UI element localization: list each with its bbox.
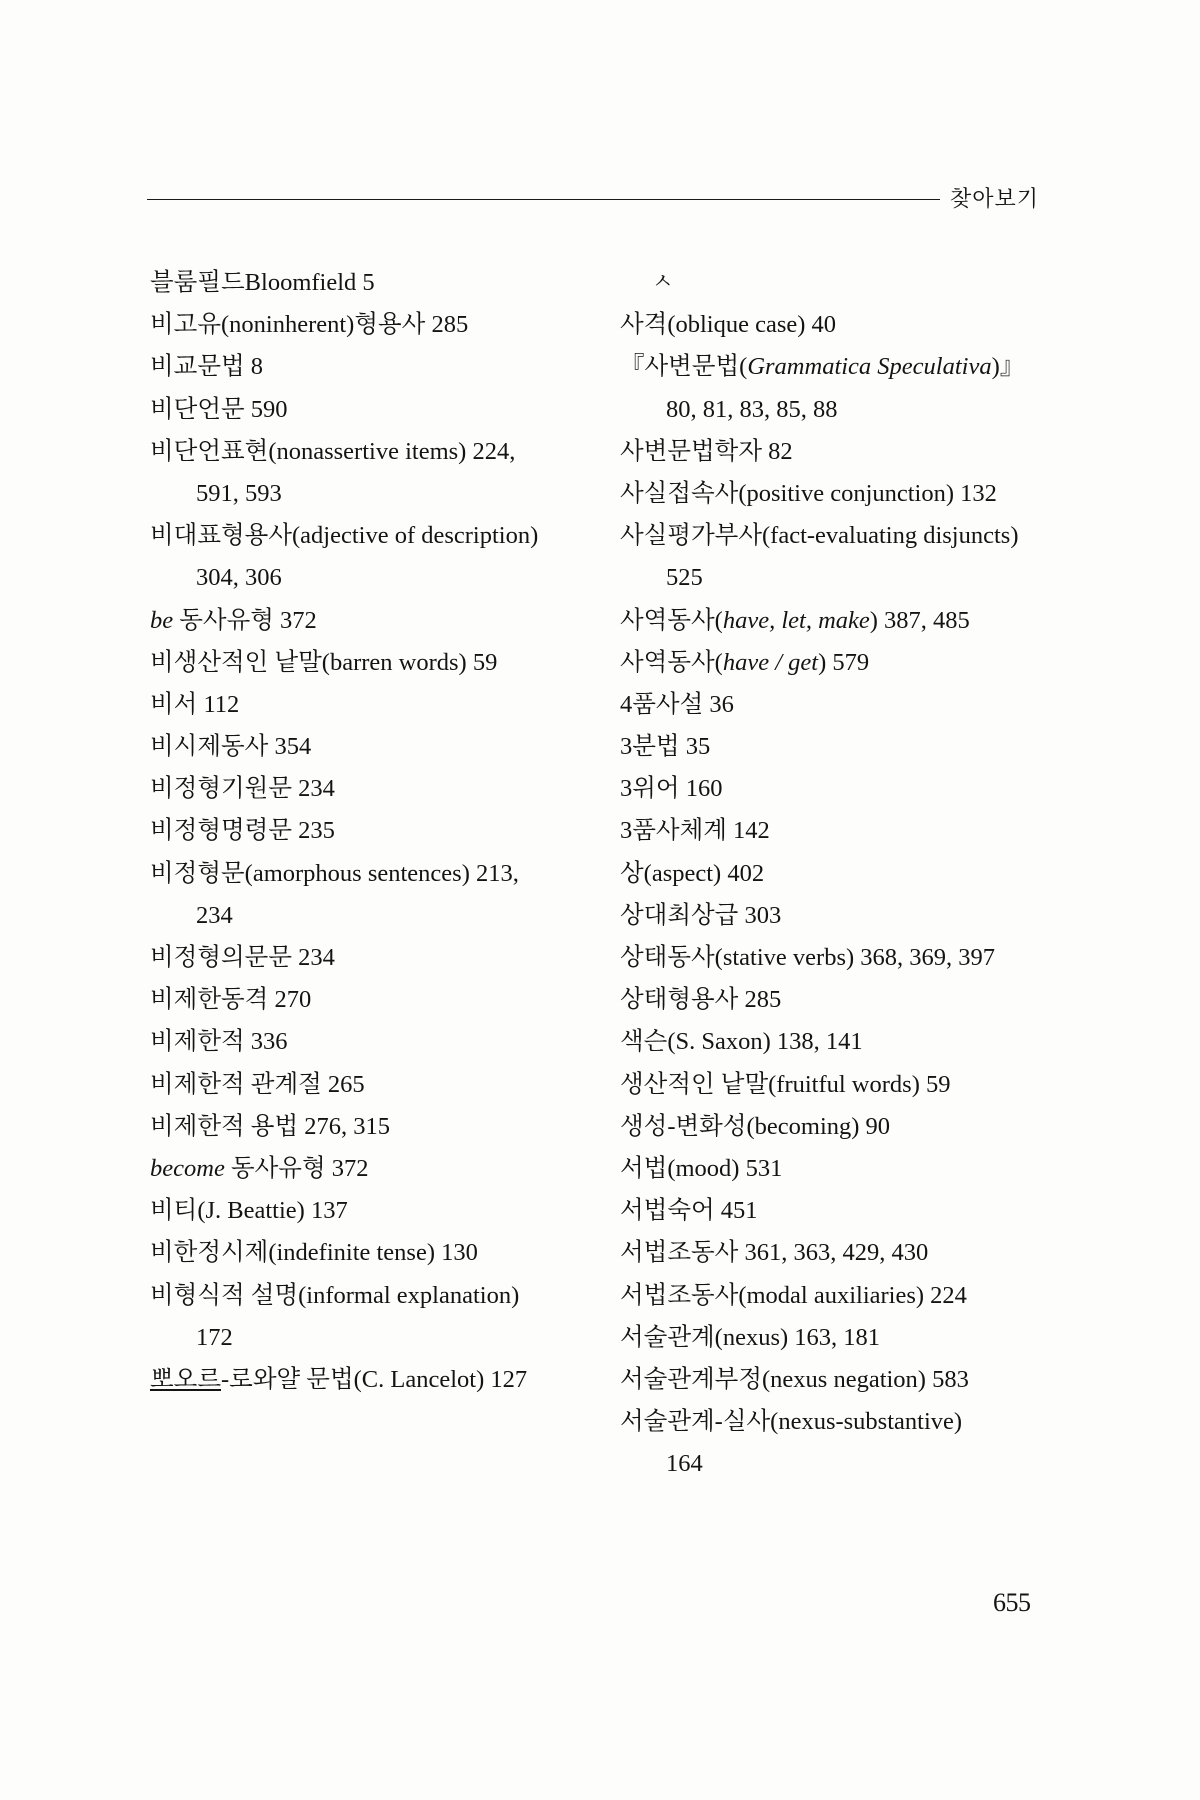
entry-text: 서술관계(nexus) 163, 181 bbox=[620, 1323, 881, 1351]
entry-text: 사변문법학자 82 bbox=[620, 437, 793, 465]
entry-pre-underline: 뽀오르 bbox=[150, 1365, 222, 1393]
entry-text: -로와얄 문법(C. Lancelot) 127 bbox=[221, 1365, 528, 1393]
index-entry bbox=[620, 1190, 1050, 1232]
entry-text: 비제한적 관계절 265 bbox=[150, 1070, 365, 1098]
index-entry bbox=[150, 304, 580, 346]
running-header: 찾아보기 bbox=[950, 187, 1040, 212]
index-entry bbox=[150, 1232, 580, 1274]
entry-text: 상태형용사 285 bbox=[620, 986, 782, 1014]
index-entry bbox=[620, 1148, 1050, 1190]
entry-text: 비형식적 설명(informal explanation) bbox=[150, 1281, 520, 1309]
index-entry bbox=[620, 726, 1050, 768]
entry-text: 생성-변화성(becoming) 90 bbox=[620, 1112, 891, 1140]
entry-italic: have / get bbox=[722, 648, 819, 676]
entry-text: 상태동사(stative verbs) 368, 369, 397 bbox=[620, 944, 996, 971]
index-column-left bbox=[150, 262, 580, 1401]
index-entry bbox=[150, 515, 580, 557]
entry-text: 비티(J. Beattie) 137 bbox=[150, 1197, 348, 1225]
index-entry-continuation bbox=[150, 895, 580, 937]
index-entry bbox=[150, 346, 580, 388]
entry-post: ) 387, 485 bbox=[869, 606, 970, 634]
entry-text: 비제한적 336 bbox=[150, 1028, 288, 1056]
entry-text: 동사유형 372 bbox=[173, 606, 317, 634]
index-entry bbox=[150, 431, 580, 473]
entry-text: ㅅ bbox=[652, 270, 674, 295]
index-entry bbox=[150, 1021, 580, 1063]
entry-text: 서법(mood) 531 bbox=[620, 1154, 783, 1182]
index-entry bbox=[620, 642, 1050, 684]
entry-text: 비제한동격 270 bbox=[150, 986, 312, 1014]
entry-text: 비정형기원문 234 bbox=[150, 775, 335, 803]
entry-text: 비고유(noninherent)형용사 285 bbox=[150, 311, 469, 339]
entry-text: 234 bbox=[196, 901, 233, 929]
entry-text: 블룸필드Bloomfield 5 bbox=[150, 269, 375, 296]
index-entry bbox=[620, 600, 1050, 642]
entry-text: 색슨(S. Saxon) 138, 141 bbox=[620, 1028, 863, 1056]
index-entry bbox=[150, 389, 580, 431]
entry-text: 서법조동사 361, 363, 429, 430 bbox=[620, 1239, 929, 1267]
entry-text: 서법숙어 451 bbox=[620, 1197, 758, 1225]
index-entry bbox=[620, 1232, 1050, 1274]
entry-text: 304, 306 bbox=[196, 564, 282, 592]
entry-pre: 사역동사( bbox=[620, 648, 723, 676]
entry-pre: 사역동사( bbox=[620, 606, 723, 634]
entry-text: 비교문법 8 bbox=[150, 353, 264, 381]
index-entry-continuation bbox=[620, 557, 1050, 599]
index-entry bbox=[150, 979, 580, 1021]
index-entry bbox=[620, 853, 1050, 895]
index-entry bbox=[150, 1148, 580, 1190]
entry-pre-italic: be bbox=[150, 606, 174, 634]
index-entry-continuation bbox=[620, 389, 1050, 431]
index-entry bbox=[150, 684, 580, 726]
header-rule bbox=[147, 199, 940, 200]
index-entry-continuation bbox=[620, 1443, 1050, 1485]
entry-text: 80, 81, 83, 85, 88 bbox=[666, 395, 838, 423]
index-entry-continuation bbox=[150, 473, 580, 515]
entry-text: 서법조동사(modal auxiliaries) 224 bbox=[620, 1281, 967, 1309]
index-entry bbox=[150, 1275, 580, 1317]
entry-text: 사실접속사(positive conjunction) 132 bbox=[620, 479, 997, 507]
entry-text: 4품사설 36 bbox=[620, 690, 734, 718]
index-entry bbox=[620, 768, 1050, 810]
index-entry bbox=[620, 431, 1050, 473]
index-entry bbox=[620, 684, 1050, 726]
entry-text: 사격(oblique case) 40 bbox=[620, 311, 837, 339]
index-entry bbox=[620, 1401, 1050, 1443]
entry-post: ) 579 bbox=[818, 648, 870, 676]
index-entry bbox=[620, 1106, 1050, 1148]
index-entry bbox=[620, 810, 1050, 852]
index-entry-continuation bbox=[150, 1317, 580, 1359]
entry-text: 동사유형 372 bbox=[224, 1154, 369, 1182]
entry-text: 비정형문(amorphous sentences) 213, bbox=[150, 859, 519, 887]
index-entry bbox=[620, 1317, 1050, 1359]
entry-text: 비대표형용사(adjective of description) bbox=[150, 522, 539, 550]
index-entry bbox=[620, 895, 1050, 937]
entry-text: 비제한적 용법 276, 315 bbox=[150, 1112, 391, 1140]
index-entry bbox=[150, 768, 580, 810]
entry-text: 비단언표현(nonassertive items) 224, bbox=[150, 437, 516, 465]
entry-text: 3위어 160 bbox=[620, 775, 723, 803]
index-entry bbox=[620, 979, 1050, 1021]
index-entry bbox=[620, 1021, 1050, 1063]
index-entry bbox=[150, 1359, 580, 1401]
index-entry bbox=[150, 853, 580, 895]
index-entry bbox=[620, 515, 1050, 557]
entry-text: 생산적인 낱말(fruitful words) 59 bbox=[620, 1070, 951, 1098]
entry-text: 비서 112 bbox=[150, 690, 240, 718]
index-entry bbox=[150, 1106, 580, 1148]
entry-post: )』 bbox=[991, 353, 1025, 381]
index-entry bbox=[150, 810, 580, 852]
index-entry bbox=[620, 346, 1050, 388]
entry-italic: Grammatica Speculativa bbox=[747, 353, 992, 381]
page-number: 655 bbox=[993, 1588, 1031, 1617]
entry-text: 비시제동사 354 bbox=[150, 733, 312, 761]
entry-text: 사실평가부사(fact-evaluating disjuncts) bbox=[620, 522, 1019, 550]
entry-text: 3품사체계 142 bbox=[620, 817, 770, 845]
entry-pre: 『사변문법( bbox=[620, 353, 748, 381]
entry-text: 172 bbox=[196, 1323, 233, 1351]
entry-text: 525 bbox=[666, 564, 703, 592]
index-entry bbox=[150, 642, 580, 684]
entry-text: 비정형명령문 235 bbox=[150, 817, 335, 845]
entry-text: 비정형의문문 234 bbox=[150, 944, 335, 971]
entry-pre-italic: become bbox=[150, 1154, 225, 1182]
entry-text: 상대최상급 303 bbox=[620, 901, 782, 929]
index-entry bbox=[620, 304, 1050, 346]
entry-text: 서술관계-실사(nexus-substantive) bbox=[620, 1408, 963, 1436]
entry-text: 비한정시제(indefinite tense) 130 bbox=[150, 1239, 478, 1267]
index-entry bbox=[620, 1064, 1050, 1106]
index-entry bbox=[620, 1275, 1050, 1317]
index-entry bbox=[620, 1359, 1050, 1401]
index-entry-continuation bbox=[150, 557, 580, 599]
entry-text: 164 bbox=[666, 1450, 703, 1478]
index-entry bbox=[150, 937, 580, 979]
index-column-right bbox=[620, 262, 1050, 1485]
entry-text: 3분법 35 bbox=[620, 733, 711, 761]
index-entry bbox=[150, 1064, 580, 1106]
index-entry bbox=[150, 600, 580, 642]
entry-italic: have, let, make bbox=[722, 606, 870, 634]
entry-text: 비생산적인 낱말(barren words) 59 bbox=[150, 648, 498, 676]
index-entry bbox=[150, 726, 580, 768]
index-entry bbox=[150, 1190, 580, 1232]
entry-text: 서술관계부정(nexus negation) 583 bbox=[620, 1365, 969, 1393]
index-entry bbox=[620, 473, 1050, 515]
section-letter bbox=[620, 262, 1050, 304]
entry-text: 상(aspect) 402 bbox=[620, 859, 765, 887]
index-entry bbox=[150, 262, 580, 304]
index-entry bbox=[620, 937, 1050, 979]
entry-text: 591, 593 bbox=[196, 479, 282, 507]
entry-text: 비단언문 590 bbox=[150, 395, 288, 423]
